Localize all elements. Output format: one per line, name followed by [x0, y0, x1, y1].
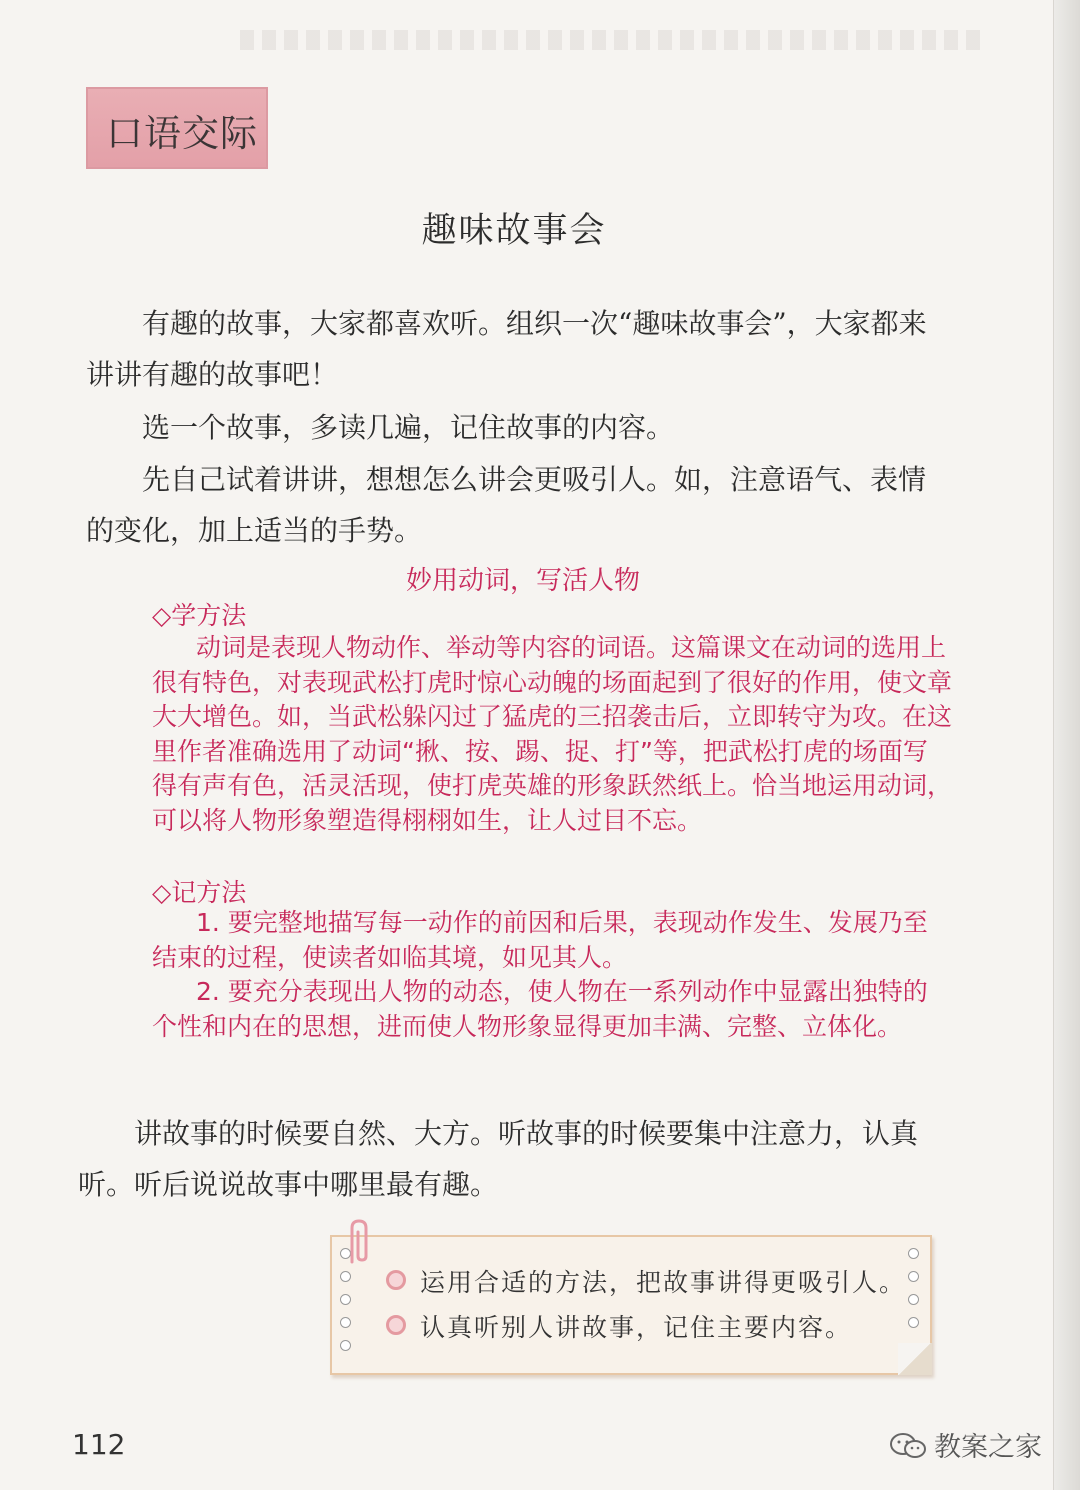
tip-title: 妙用动词，写活人物 [405, 566, 640, 596]
note-item [386, 1263, 906, 1299]
note-item [386, 1308, 852, 1344]
watermark [888, 1425, 1042, 1464]
goal-note-card [330, 1235, 932, 1375]
note-item-text: 认真听别人讲故事，记住主要内容。 [420, 1313, 853, 1342]
note-holes-right [908, 1248, 920, 1340]
bullet-icon [386, 1270, 406, 1290]
paperclip-icon [340, 1218, 380, 1268]
note-item-text: 运用合适的方法，把故事讲得更吸引人。 [420, 1268, 907, 1297]
bleed-through-text [240, 30, 980, 50]
remember-point-2-text: 2. 要充分表现出人物的动态，使人物在一系列动作中显露出独特的个性和内在的思想，进而使人物形象显得更加丰满、完整、立体化。 [152, 977, 928, 1041]
bullet-icon [386, 1315, 406, 1335]
remember-point-1 [152, 906, 952, 975]
remember-point-1-text: 1. 要完整地描写每一动作的前因和后果，表现动作发生、发展乃至结束的过程，使读者如临其境，如见其人。 [152, 908, 928, 972]
watermark-text: 教案之家 [934, 1432, 1042, 1463]
learn-method-text: 动词是表现人物动作、举动等内容的词语。这篇课文在动词的选用上很有特色，对表现武松打虎时惊心动魄的场面起到了很好的作用，使文章大大增色。如，当武松躲闪过了猛虎的三招袭击后，立即转守为攻。在这里作者准确选用了动词“揪、按、踢、捉、打”等，把武松打虎的场面写得有声有色，活灵活现，使打虎英雄的形象跃然纸上。恰当地运用动词，可以将人物形象塑造得栩栩如生，让人过目不忘。 [152, 633, 953, 835]
paragraph-text: 先自己试着讲讲，想想怎么讲会更吸引人。如，注意语气、表情的变化，加上适当的手势。 [86, 463, 927, 547]
paragraph-text: 有趣的故事，大家都喜欢听。组织一次“趣味故事会”，大家都来讲讲有趣的故事吧！ [86, 307, 927, 391]
page-edge [1053, 0, 1080, 1490]
step-paragraph-1 [86, 402, 946, 453]
remember-point-2 [152, 975, 952, 1044]
paragraph-text: 讲故事的时候要自然、大方。听故事的时候要集中注意力，认真听。听后说说故事中哪里最有趣。 [78, 1117, 919, 1201]
wechat-icon [888, 1431, 928, 1461]
page-number: 112 [72, 1428, 126, 1461]
learn-method-heading: ◇学方法 [152, 601, 247, 630]
step-paragraph-2 [86, 454, 946, 556]
paragraph-text: 选一个故事，多读几遍，记住故事的内容。 [142, 411, 675, 444]
closing-paragraph [78, 1108, 946, 1210]
page-title: 趣味故事会 [421, 211, 607, 251]
learn-method-body [152, 631, 952, 838]
note-folded-corner [898, 1343, 932, 1375]
section-badge: 口语交际 [106, 112, 258, 155]
intro-paragraph [86, 298, 946, 400]
remember-method-heading: ◇记方法 [152, 878, 247, 907]
